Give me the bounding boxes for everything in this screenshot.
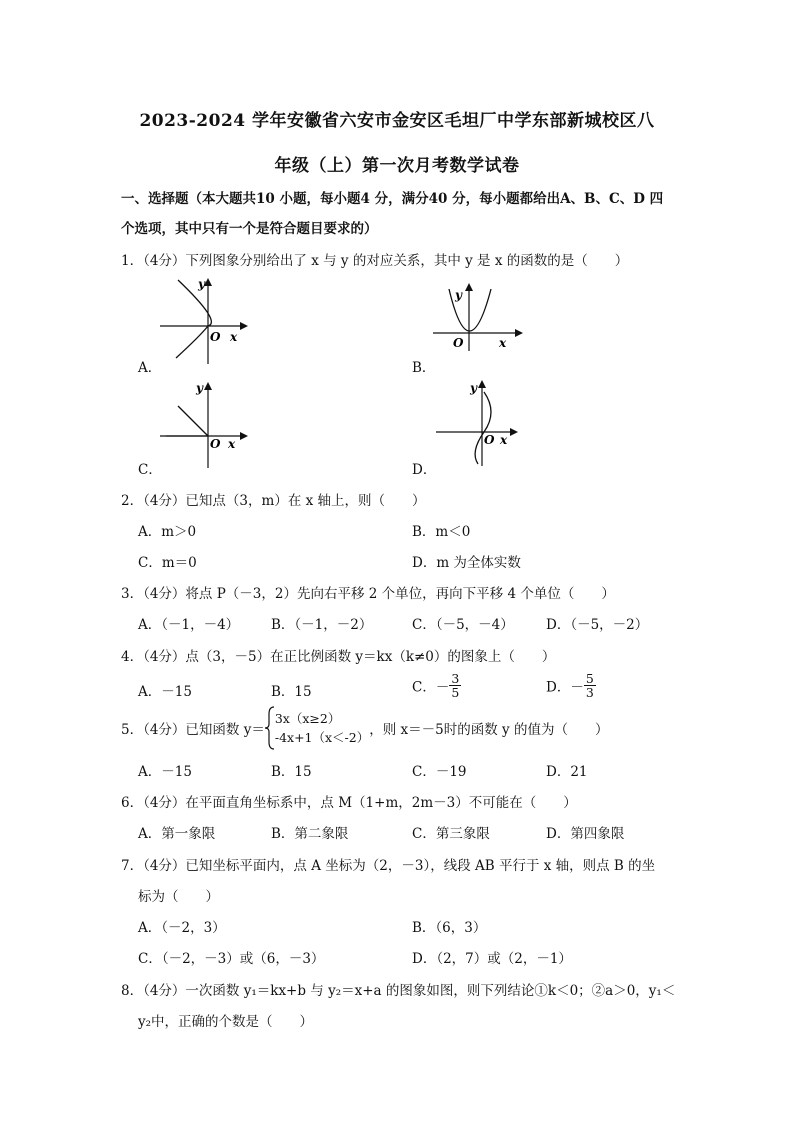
q7-option-b: B．（6，3）: [412, 920, 487, 936]
q1-option-d: D．: [412, 462, 437, 478]
q2-option-a: A．m＞0: [138, 524, 197, 540]
q7-option-d: D．（2，7）或（2，－1）: [412, 951, 572, 967]
q3-stem: 3．（4分）将点 P（－3，2）先向右平移 2 个单位，再向下平移 4 个单位（ ）: [121, 586, 615, 602]
q1-graph-a: [160, 276, 250, 366]
section-heading-cont: 个选项，其中只有一个是符合题目要求的）: [121, 221, 378, 237]
section-heading: 一、选择题（本大题共10 小题，每小题4 分，满分40 分，每小题都给出A、B、C、D 四: [121, 191, 664, 207]
q1b-origin-label: O: [453, 336, 464, 350]
q1-graph-c: [160, 378, 250, 468]
q1a-x-label: x: [230, 330, 238, 344]
q6-option-b: B．第二象限: [271, 826, 349, 842]
q6-option-d: D．第四象限: [546, 826, 625, 842]
q5-case-2: -4x+1（x＜-2）: [274, 730, 370, 745]
q1a-origin-label: O: [210, 330, 221, 344]
q1c-origin-label: O: [210, 437, 221, 451]
q3-option-a: A．（－1，－4）: [138, 617, 240, 633]
q5-stem: [121, 706, 608, 750]
q1-graph-b: [433, 283, 523, 353]
q3-option-b: B．（－1，－2）: [271, 617, 373, 633]
q5-option-c: C．－19: [412, 764, 467, 780]
q2-option-b: B．m＜0: [412, 524, 471, 540]
q7-option-c: C．（－2，－3）或（6，－3）: [138, 951, 325, 967]
q4-option-d: [546, 672, 596, 699]
exam-title-line1: 2023-2024 学年安徽省六安市金安区毛坦厂中学东部新城校区八: [139, 111, 655, 131]
q5-piecewise: [265, 706, 369, 750]
q1b-x-label: x: [499, 336, 507, 350]
q5-stem-pre: 5．（4分）已知函数 y＝: [121, 722, 265, 738]
q1-option-b: B．: [412, 360, 436, 376]
q1d-origin-label: O: [484, 433, 495, 447]
exam-title-line2: 年级（上）第一次月考数学试卷: [274, 156, 520, 176]
q6-stem: 6．（4分）在平面直角坐标系中，点 M（1+m，2m－3）不可能在（ ）: [121, 795, 577, 811]
q4-option-b: B．15: [271, 684, 312, 700]
q4-stem: 4．（4分）点（3，－5）在正比例函数 y＝kx（k≠0）的图象上（ ）: [121, 649, 556, 665]
q6-option-c: C．第三象限: [412, 826, 490, 842]
q2-stem: 2．（4分）已知点（3，m）在 x 轴上，则（ ）: [121, 493, 426, 509]
q2-option-c: C．m＝0: [138, 555, 197, 571]
q4-option-c: [412, 672, 461, 699]
q4-option-a: A．－15: [138, 684, 192, 700]
q1-option-a: A．: [138, 360, 162, 376]
q6-option-a: A．第一象限: [138, 826, 216, 842]
q4-option-c-label: C．－: [412, 679, 450, 696]
q1b-y-label: y: [455, 288, 462, 302]
q4-option-d-fraction: $\frac{5}{3}$: [585, 671, 594, 701]
q7-option-a: A．（－2，3）: [138, 920, 226, 936]
q1d-y-label: y: [470, 381, 477, 395]
q5-brace: [265, 706, 275, 750]
q5-option-b: B．15: [271, 764, 312, 780]
q3-option-d: D．（－5，－2）: [546, 617, 649, 633]
q1c-y-label: y: [196, 381, 203, 395]
q4-option-c-fraction: $\frac{3}{5}$: [451, 671, 460, 701]
q8-stem-cont: y₂中，正确的个数是（ ）: [138, 1014, 314, 1030]
q3-option-c: C．（－5，－4）: [412, 617, 514, 633]
q7-stem: 7．（4分）已知坐标平面内，点 A 坐标为（2，－3），线段 AB 平行于 x 轴，则点 B 的坐: [121, 858, 656, 874]
q4-option-d-label: D．－: [546, 679, 584, 696]
q7-stem-cont: 标为（ ）: [138, 889, 219, 905]
q1-graph-d: [436, 378, 520, 468]
q1a-y-label: y: [198, 277, 205, 291]
q5-option-a: A．－15: [138, 764, 192, 780]
q5-case-1: 3x（x≥2）: [274, 710, 341, 726]
q1d-x-label: x: [500, 433, 508, 447]
q8-stem: 8．（4分）一次函数 y₁＝kx+b 与 y₂＝x+a 的图象如图，则下列结论①k＜0；②a＞0，y₁＜: [121, 983, 676, 999]
q2-option-d: D．m 为全体实数: [412, 555, 521, 571]
q1-stem: 1．（4分）下列图象分别给出了 x 与 y 的对应关系，其中 y 是 x 的函数的是（ ）: [121, 253, 629, 269]
q1-option-c: C．: [138, 462, 162, 478]
q1c-x-label: x: [228, 437, 236, 451]
q5-option-d: D．21: [546, 764, 588, 780]
q5-stem-post: ，则 x＝－5时的函数 y 的值为（ ）: [369, 722, 609, 738]
